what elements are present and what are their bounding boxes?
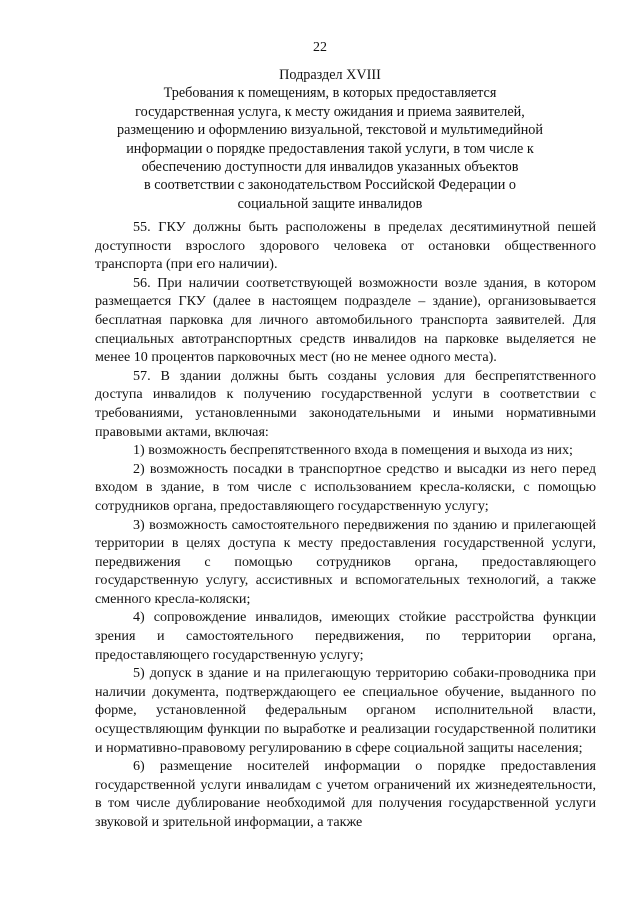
paragraph-56: 56. При наличии соответствующей возможности возле здания, в котором размещается ГКУ (далее в настоящем подразделе – здание), организовывается бесплатная парковка для личного автомобильного транспорта заявителей. Для специальных автотранспортных средств инвалидов на парковке выделяется не менее 10 процентов парковочных мест (но не менее одного места). <box>95 274 596 366</box>
list-item-1: 1) возможность беспрепятственного входа в помещения и выхода из них; <box>133 442 573 459</box>
heading-line: государственная услуга, к месту ожидания и приема заявителей, <box>135 103 525 120</box>
page-number: 22 <box>313 40 327 55</box>
paragraph-55: 55. ГКУ должны быть расположены в пределах десятиминутной пешей доступности взрослого здорового человека от остановки общественного транспорта (при его наличии). <box>95 219 596 273</box>
heading-line: информации о порядке предоставления такой услуги, в том числе к <box>126 140 534 157</box>
heading-line: в соответствии с законодательством Российской Федерации о <box>144 177 516 194</box>
list-item-4: 4) сопровождение инвалидов, имеющих стойкие расстройства функции зрения и самостоятельного передвижения, по территории органа, предоставляющего государственную услугу; <box>95 609 596 663</box>
list-item-3: 3) возможность самостоятельного передвижения по зданию и прилегающей территории в целях доступа к месту предоставления государственной услуги, передвижения с помощью сотрудников органа, предоставляющего государственную услугу, ассистивных и вспомогательных технологий, а также сменного кресла-коляски; <box>95 516 596 607</box>
subsection-title: Подраздел XVIII <box>279 67 381 83</box>
section-heading <box>80 66 580 213</box>
paragraph-57: 57. В здании должны быть созданы условия для беспрепятственного доступа инвалидов к получению государственной услуги в соответствии с требованиями, установленными законодательными и иными нормативными правовыми актами, включая: <box>95 367 596 440</box>
heading-line: Требования к помещениям, в которых предоставляется <box>163 85 497 102</box>
document-body <box>95 218 596 832</box>
heading-line: социальной защите инвалидов <box>237 195 423 212</box>
heading-line: размещению и оформлению визуальной, текстовой и мультимедийной <box>117 122 543 139</box>
list-item-5: 5) допуск в здание и на прилегающую территорию собаки-проводника при наличии документа, подтверждающего ее специальное обучение, выданного по форме, установленной федеральным органом исполнительной власти, осуществляющим функции по выработке и реализации государственной политики и нормативно-правовому регулированию в сфере социальной защиты населения; <box>95 665 596 756</box>
heading-line: обеспечению доступности для инвалидов указанных объектов <box>141 159 519 176</box>
list-item-6: 6) размещение носителей информации о порядке предоставления государственной услуги инвалидам с учетом ограничений их жизнедеятельности, в том числе дублирование необходимой для получения государственной услуги звуковой и зрительной информации, а также <box>95 758 596 830</box>
list-item-2: 2) возможность посадки в транспортное средство и высадки из него перед входом в здание, в том числе с использованием кресла-коляски, с помощью сотрудников органа, предоставляющего государственную услугу; <box>95 460 596 514</box>
